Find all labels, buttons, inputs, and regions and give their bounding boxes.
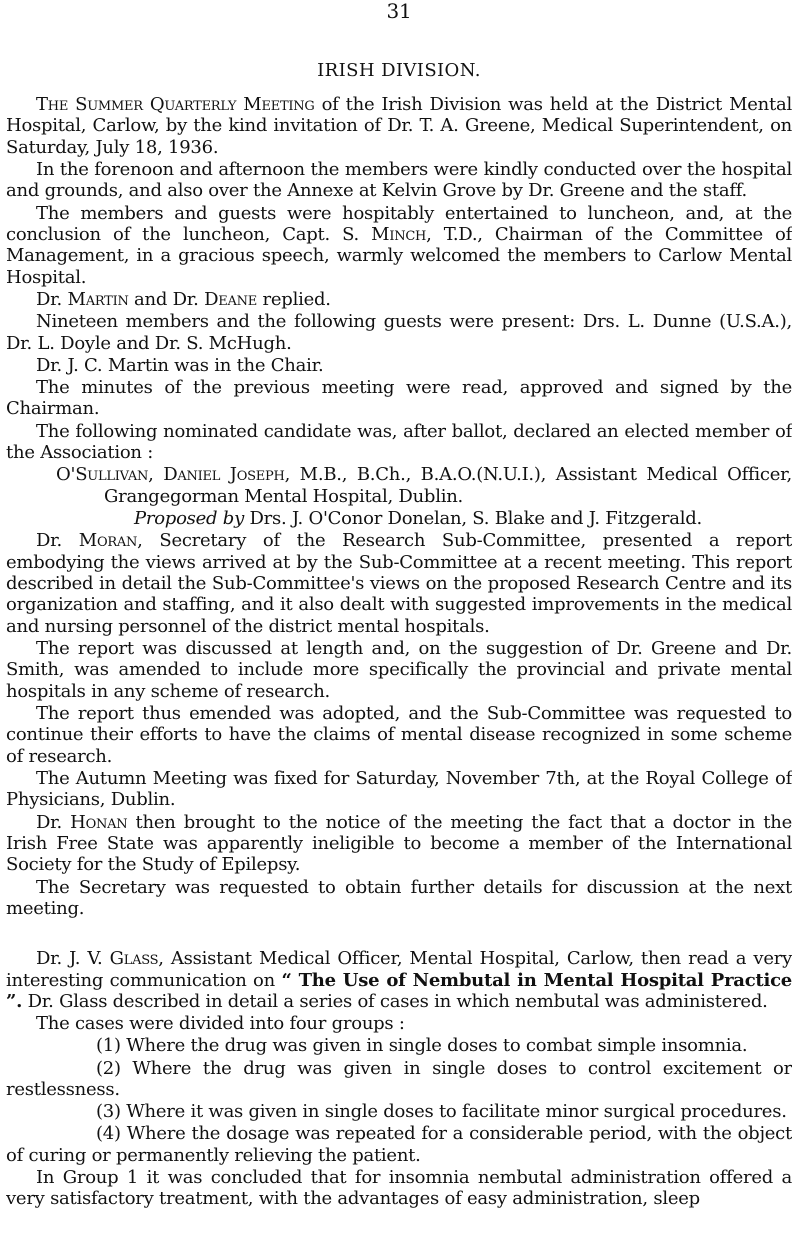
candidate-name: O'Sullivan, Daniel Joseph <box>56 464 285 486</box>
paragraph-ballot: The following nominated candidate was, after ballot, declared an elected member of the Association : <box>6 420 792 464</box>
paragraph-autumn-meeting: The Autumn Meeting was fixed for Saturday, November 7th, at the Royal College of Physicians, Dublin. <box>6 767 792 811</box>
communication-title: “ The Use of Nembutal in Mental Hospital Practice ”. <box>6 969 792 1012</box>
proposed-by <box>6 508 792 529</box>
name-minch: Minch <box>371 224 427 246</box>
meeting-lead: The Summer Quarterly Meeting <box>36 94 315 115</box>
paragraph-chair: Dr. J. C. Martin was in the Chair. <box>36 354 324 376</box>
paragraph-secretary: The Secretary was requested to obtain further details for discussion at the next meeting. <box>6 876 792 919</box>
paragraph-research-report <box>6 530 792 637</box>
proposed-label: Proposed by <box>134 507 244 529</box>
epilepsy-prefix: Dr. <box>36 811 71 833</box>
research-prefix: Dr. <box>36 530 79 552</box>
elected-candidate <box>56 464 792 507</box>
group-item: (2) Where the drug was given in single doses to control excitement or restlessness. <box>6 1057 792 1101</box>
epilepsy-text: then brought to the notice of the meeting the fact that a doctor in the Irish Free State was apparently ineligible to become a member of the International Society for the Study of Epilepsy. <box>6 811 792 876</box>
paragraph-group-one: In Group 1 it was concluded that for insomnia nembutal administration offered a very satisfactory treatment, with the advantages of easy administration, sleep <box>6 1167 792 1210</box>
paragraph-minutes: The minutes of the previous meeting were read, approved and signed by the Chairman. <box>6 377 792 420</box>
paragraph-report-adopted: The report thus emended was adopted, and the Sub-Committee was requested to continue their efforts to have the claims of mental disease recognized in some scheme of research. <box>6 702 792 767</box>
section-gap <box>6 920 792 948</box>
groups-list <box>6 1035 792 1166</box>
candidate-details: , M.B., B.Ch., B.A.O.(N.U.I.), Assistant Medical Officer, Grangegorman Mental Hospital, Dublin. <box>104 464 792 507</box>
name-martin: Martin <box>67 289 129 311</box>
paragraph-epilepsy <box>6 812 792 876</box>
nembutal-prefix: Dr. J. V. <box>36 948 110 970</box>
proposed-text: Drs. J. O'Conor Donelan, S. Blake and J. Fitzgerald. <box>244 507 702 529</box>
group-item: (4) Where the dosage was repeated for a considerable period, with the object of curing or permanently relieving the patient. <box>6 1123 792 1166</box>
section-title: IRISH DIVISION. <box>317 60 481 81</box>
luncheon-text-after: , T.D., Chairman of the Committee of Management, in a gracious speech, warmly welcomed the members to Carlow Mental Hospital. <box>6 224 792 288</box>
paragraph-meeting-intro <box>6 94 792 158</box>
luncheon-text-before: The members and guests were hospitably entertained to luncheon, and, at the conclusion of the luncheon, Capt. S. <box>6 202 792 246</box>
name-honan: Honan <box>70 811 128 833</box>
journal-page <box>6 0 792 1244</box>
paragraph-groups-intro: The cases were divided into four groups : <box>36 1013 405 1035</box>
paragraph-attendance: Nineteen members and the following guests were present: Drs. L. Dunne (U.S.A.), Dr. L. Doyle and Dr. S. McHugh. <box>6 311 792 354</box>
paragraph-replied <box>6 289 792 310</box>
paragraph-report-discussed: The report was discussed at length and, on the suggestion of Dr. Greene and Dr. Smith, was amended to include more specifically the provincial and private mental hospitals in any scheme of research. <box>6 637 792 702</box>
research-text: , Secretary of the Research Sub-Committee, presented a report embodying the views arrived at by the Sub-Committee at a recent meeting. This report described in detail the Sub-Committee's views on the proposed Research Centre and its organization and staffing, and it also dealt with suggested improvements in the medical and nursing personnel of the district mental hospitals. <box>6 530 792 637</box>
nembutal-text: , Assistant Medical Officer, Mental Hospital, Carlow, then read a very interesting communication on <box>6 948 792 991</box>
paragraph-tour: In the forenoon and afternoon the members were kindly conducted over the hospital and grounds, and also over the Annexe at Kelvin Grove by Dr. Greene and the staff. <box>6 159 792 202</box>
replied-prefix: Dr. <box>36 289 68 311</box>
name-deane: Deane <box>204 289 258 311</box>
name-moran: Moran <box>78 530 138 552</box>
group-item: (1) Where the drug was given in single doses to combat simple insomnia. <box>96 1035 748 1057</box>
group-item: (3) Where it was given in single doses to facilitate minor surgical procedures. <box>96 1101 787 1123</box>
meeting-intro-text: of the Irish Division was held at the District Mental Hospital, Carlow, by the kind invitation of Dr. T. A. Greene, Medical Superintendent, on Saturday, July 18, 1936. <box>6 94 792 158</box>
replied-suffix: replied. <box>257 289 331 311</box>
name-glass: Glass <box>109 948 159 970</box>
page-number: 31 <box>386 0 412 23</box>
replied-joiner: and Dr. <box>128 289 205 311</box>
paragraph-nembutal <box>6 948 792 1012</box>
nembutal-text-after: Dr. Glass described in detail a series of cases in which nembutal was administered. <box>22 991 768 1012</box>
paragraph-luncheon <box>6 203 792 289</box>
